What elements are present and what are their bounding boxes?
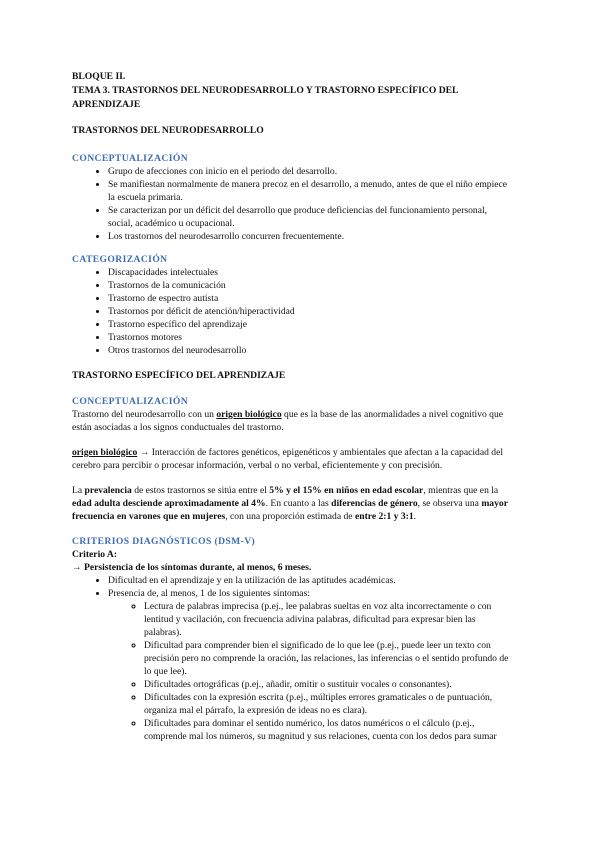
list-item: • Se caracterizan por un déficit del desarrollo que produce deficiencias del funcionamiento personal, social, académico u ocupacional. <box>108 204 514 230</box>
list-item: • Los trastornos del neurodesarrollo concurren frecuentemente. <box>108 230 514 243</box>
categ-list <box>72 266 514 357</box>
list-item: • Se manifiestan normalmente de manera precoz en el desarrollo, a menudo, antes de que el niño empiece la escuela primaria. <box>108 178 514 204</box>
list-item: • Discapacidades intelectuales <box>108 266 514 279</box>
sub-list-item: ◦ Lectura de palabras imprecisa (p.ej., lee palabras sueltas en voz alta incorrectamente o con lentitud y vacilación, con frecuencia adivina palabras, dificultad para expresar bien las palabras). <box>144 600 514 639</box>
list-item: • Trastorno específico del aprendizaje <box>108 318 514 331</box>
list-item: • Trastornos de la comunicación <box>108 279 514 292</box>
text-run: . <box>413 511 417 522</box>
sub-list-item: ◦ Dificultades para dominar el sentido numérico, los datos numéricos o el cálculo (p.ej., comprende mal los números, su magnitud y sus relaciones, cuenta con los dedos para sumar <box>144 717 514 743</box>
text-run: . En cuanto a las <box>265 498 332 509</box>
section2-concept-heading: CONCEPTUALIZACIÓN <box>72 396 189 407</box>
text-run-underlined: origen biológico <box>216 409 282 420</box>
text-run: de estos trastornos se sitúa entre el <box>131 485 270 496</box>
text-run-bold: 5% y el 15% en niños en edad escolar <box>269 485 424 496</box>
paragraph-origin <box>72 446 514 472</box>
section2-title: TRASTORNO ESPECÍFICO DEL APRENDIZAJE <box>72 370 286 381</box>
text-run: , se observa una <box>417 498 482 509</box>
criteria-list <box>72 574 514 743</box>
paragraph-definition <box>72 408 514 434</box>
section1-concept-heading: CONCEPTUALIZACIÓN <box>72 153 189 164</box>
sub-list-item: ◦ Dificultad para comprender bien el significado de lo que lee (p.ej., puede leer un texto con precisión pero no comprende la oración, las relaciones, las inferencias o el sentido profundo de lo que lee). <box>144 639 514 678</box>
section1-title: TRASTORNOS DEL NEURODESARROLLO <box>72 125 264 136</box>
text-run: La <box>72 485 85 496</box>
sub-list-item: ◦ Dificultades con la expresión escrita (p.ej., múltiples errores gramaticales o de puntuación, organiza mal el párrafo, la expresión de ideas no es clara). <box>144 691 514 717</box>
text-run: , mientras que en la <box>423 485 499 496</box>
list-item: • Trastornos por déficit de atención/hiperactividad <box>108 305 514 318</box>
text-run: → Interacción de factores genéticos, epigenéticos y ambientales que afectan a la capacidad del cerebro para percibir o procesar información, verbal o no verbal, eficientemente y con precisión. <box>72 447 504 471</box>
list-item-text: Presencia de, al menos, 1 de los siguientes síntomas: <box>108 588 310 599</box>
text-run-bold: prevalencia <box>84 485 132 496</box>
criterio-a-label: Criterio A: <box>72 549 118 560</box>
paragraph-prevalence <box>72 484 514 523</box>
text-run: que es la base de las anormalidades a nivel cognitivo que están asociadas a los signos conductuales del trastorno. <box>72 409 504 433</box>
sub-list-item: ◦ Dificultades ortográficas (p.ej., añadir, omitir o sustituir vocales o consonantes). <box>144 678 514 691</box>
text-run-underlined: origen biológico <box>72 447 138 458</box>
tema-heading: TEMA 3. TRASTORNOS DEL NEURODESARROLLO Y TRASTORNO ESPECÍFICO DEL APRENDIZAJE <box>72 85 458 110</box>
symptoms-list <box>108 600 514 743</box>
text-run-bold: diferencias de género <box>331 498 418 509</box>
list-item: • Trastorno de espectro autista <box>108 292 514 305</box>
text-run: , con una proporción estimada de <box>225 511 355 522</box>
text-run-bold: entre 2:1 y 3:1 <box>354 511 414 522</box>
list-item: • Grupo de afecciones con inicio en el periodo del desarrollo. <box>108 165 514 178</box>
text-run: Trastorno del neurodesarrollo con un <box>72 409 217 420</box>
categ-heading: CATEGORIZACIÓN <box>72 254 168 265</box>
list-item: • Dificultad en el aprendizaje y en la utilización de las aptitudes académicas. <box>108 574 514 587</box>
bloque-heading: BLOQUE II. <box>72 71 126 82</box>
persistencia-line: → Persistencia de los síntomas durante, al menos, 6 meses. <box>72 562 312 573</box>
concept-list <box>72 165 514 243</box>
text-run-bold: edad adulta desciende aproximadamente al 4% <box>72 498 266 509</box>
list-item <box>108 587 514 743</box>
criteria-heading: CRITERIOS DIAGNÓSTICOS (DSM-V) <box>72 536 256 547</box>
list-item: • Trastornos motores <box>108 331 514 344</box>
list-item: • Otros trastornos del neurodesarrollo <box>108 344 514 357</box>
text-run-bold: mayor frecuencia en varones que en mujeres <box>72 498 508 522</box>
